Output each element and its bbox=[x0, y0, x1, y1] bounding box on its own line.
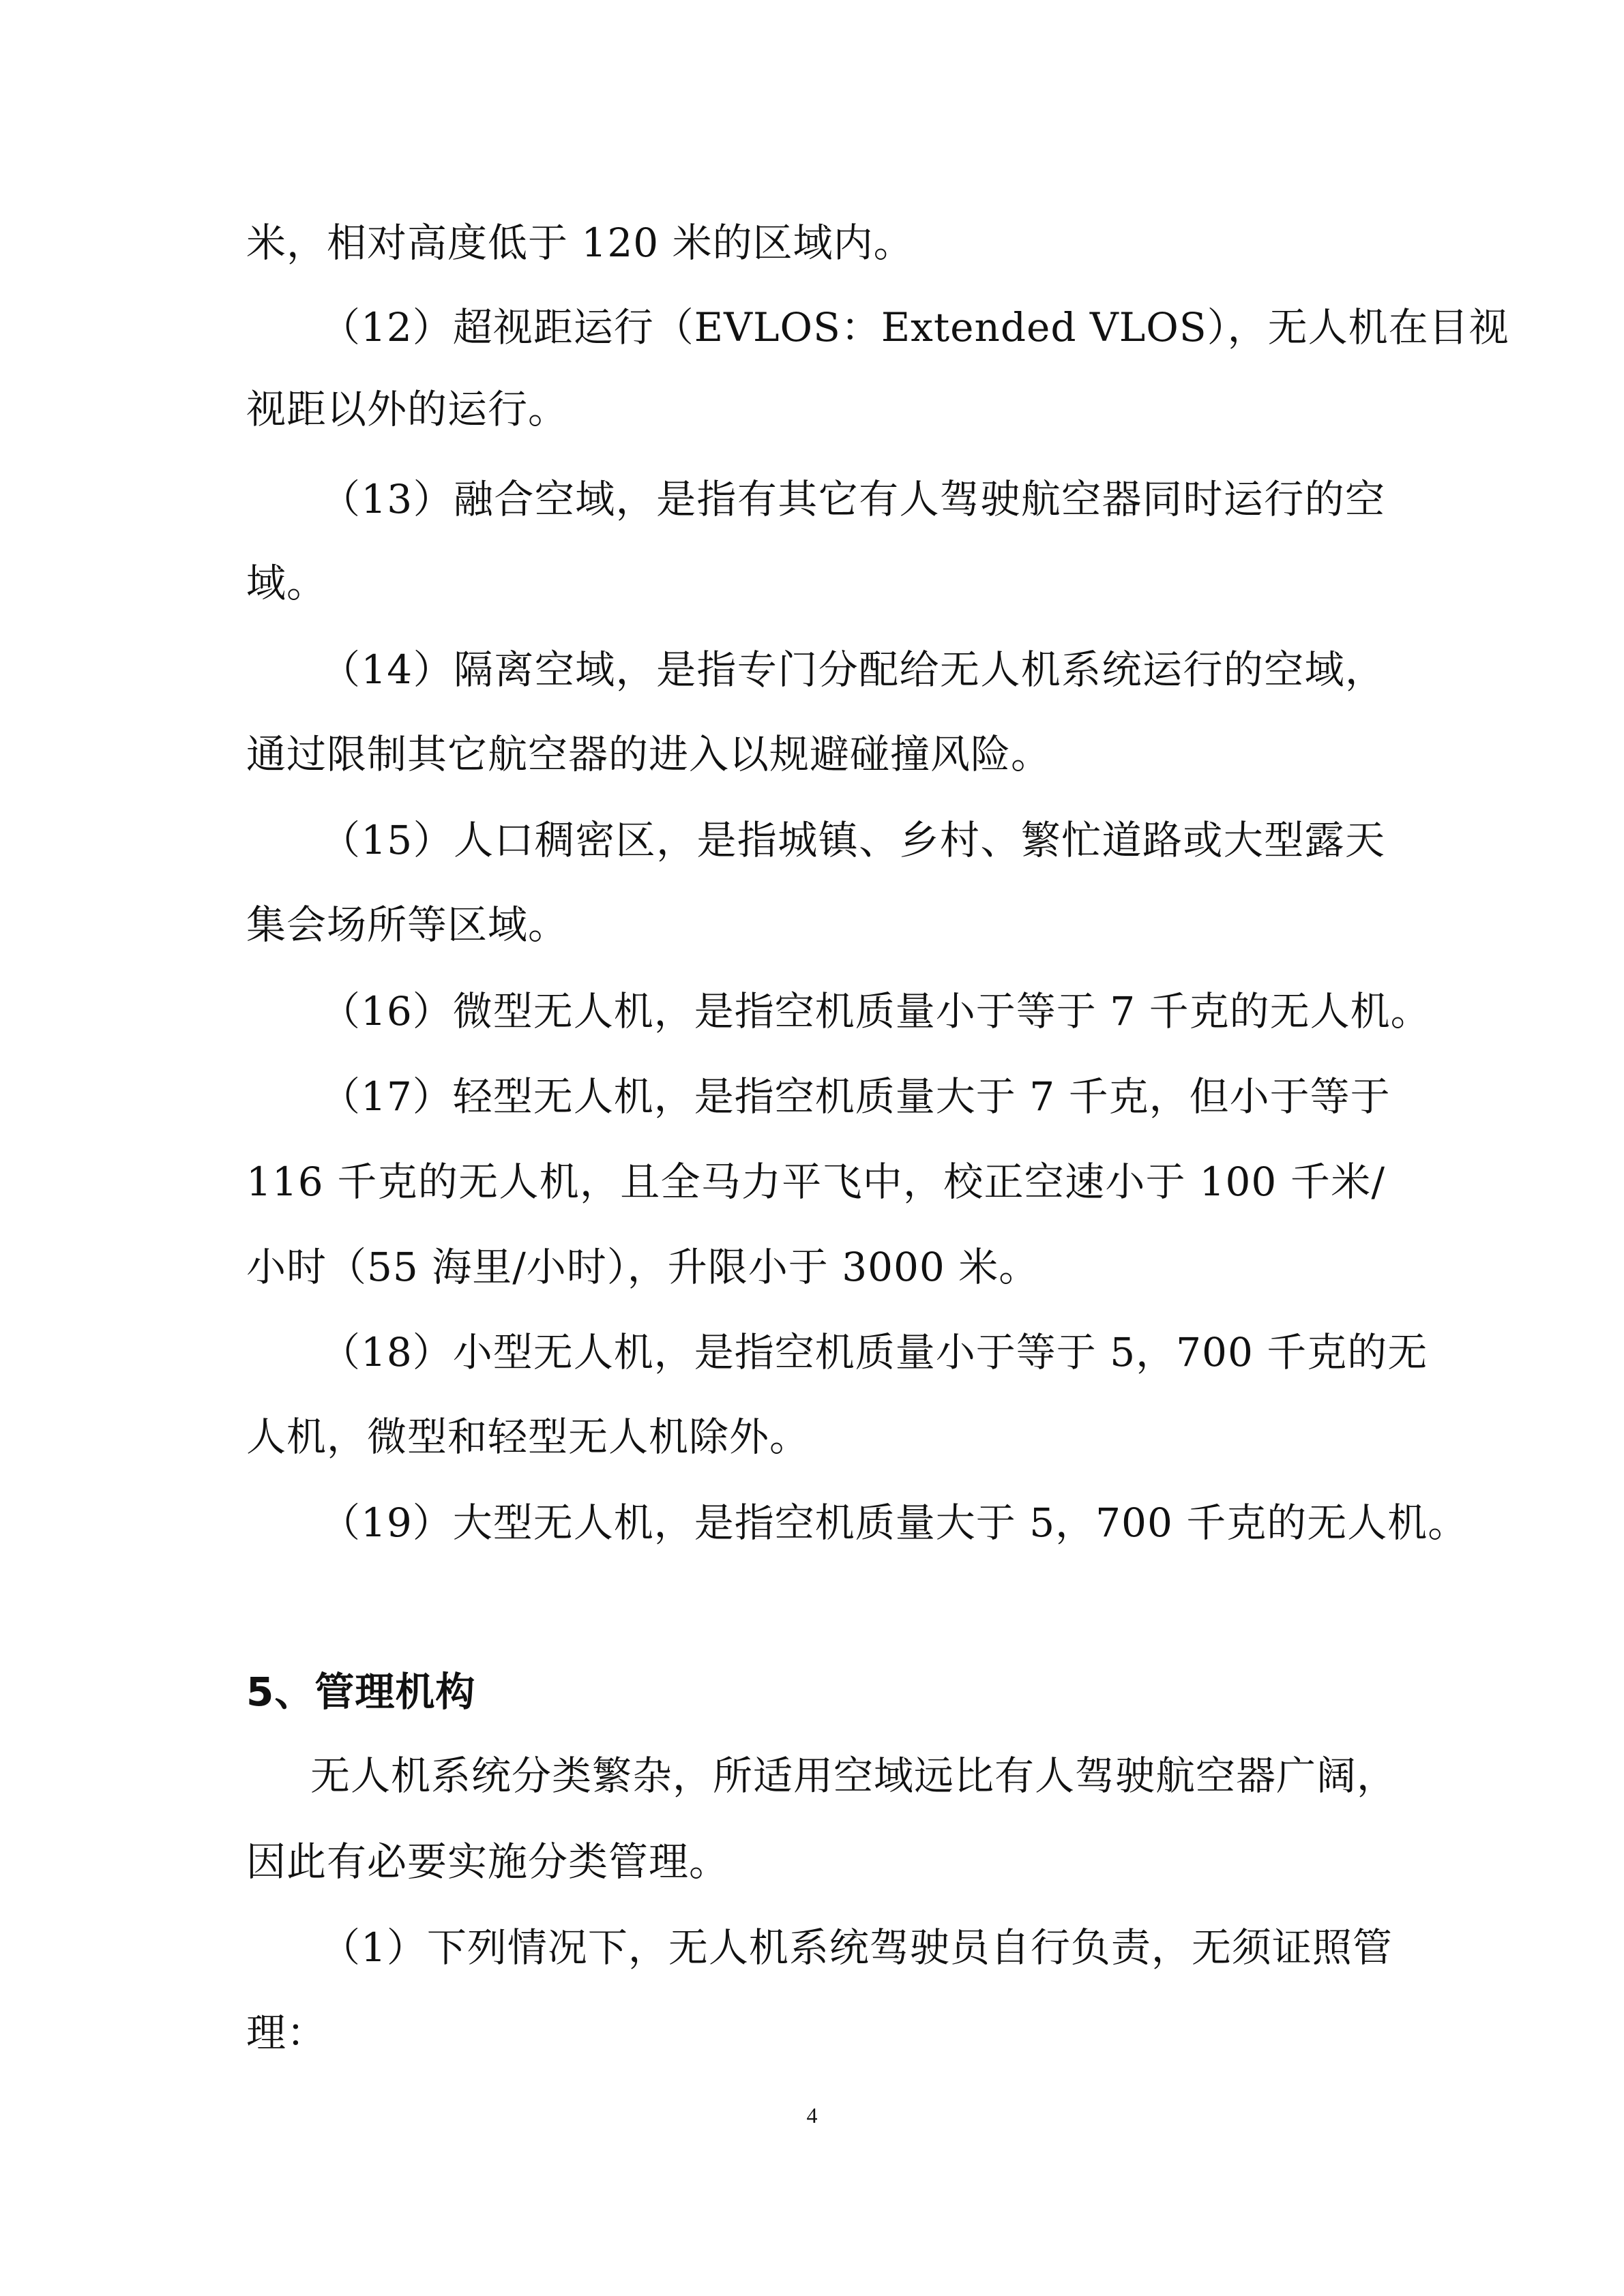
paragraph-line: 米，相对高度低于 120 米的区域内。 bbox=[246, 220, 914, 266]
paragraph-line: 116 千克的无人机，且全马力平飞中，校正空速小于 100 千米/ bbox=[246, 1159, 1385, 1205]
page-number: 4 bbox=[806, 2103, 818, 2128]
paragraph-line: （12）超视距运行（EVLOS：Extended VLOS），无人机在目视 bbox=[321, 304, 1509, 351]
paragraph-line: 因此有必要实施分类管理。 bbox=[246, 1838, 730, 1885]
paragraph-line: （1）下列情况下，无人机系统驾驶员自行负责，无须证照管 bbox=[321, 1924, 1393, 1971]
paragraph-line: （15）人口稠密区，是指城镇、乡村、繁忙道路或大型露天 bbox=[321, 817, 1385, 863]
paragraph-line: 人机，微型和轻型无人机除外。 bbox=[246, 1414, 810, 1460]
paragraph-line: 集会场所等区域。 bbox=[246, 901, 569, 948]
paragraph-line: （16）微型无人机，是指空机质量小于等于 7 千克的无人机。 bbox=[321, 988, 1431, 1034]
paragraph-line: （13）融合空域，是指有其它有人驾驶航空器同时运行的空 bbox=[321, 476, 1385, 522]
paragraph-line: （18）小型无人机，是指空机质量小于等于 5，700 千克的无 bbox=[321, 1329, 1428, 1375]
section-heading: 5、管理机构 bbox=[246, 1669, 476, 1715]
paragraph-line: 通过限制其它航空器的进入以规避碰撞风险。 bbox=[246, 731, 1052, 777]
paragraph-line: （17）轻型无人机，是指空机质量大于 7 千克，但小于等于 bbox=[321, 1073, 1391, 1120]
paragraph-line: 域。 bbox=[246, 560, 327, 606]
paragraph-line: 视距以外的运行。 bbox=[246, 386, 569, 432]
paragraph-line: （14）隔离空域，是指专门分配给无人机系统运行的空域， bbox=[321, 646, 1385, 693]
paragraph-line: 理： bbox=[246, 2010, 327, 2056]
paragraph-line: （19）大型无人机，是指空机质量大于 5，700 千克的无人机。 bbox=[321, 1500, 1468, 1546]
paragraph-line: 无人机系统分类繁杂，所适用空域远比有人驾驶航空器广阔， bbox=[310, 1753, 1398, 1799]
paragraph-line: 小时（55 海里/小时），升限小于 3000 米。 bbox=[246, 1244, 1039, 1290]
